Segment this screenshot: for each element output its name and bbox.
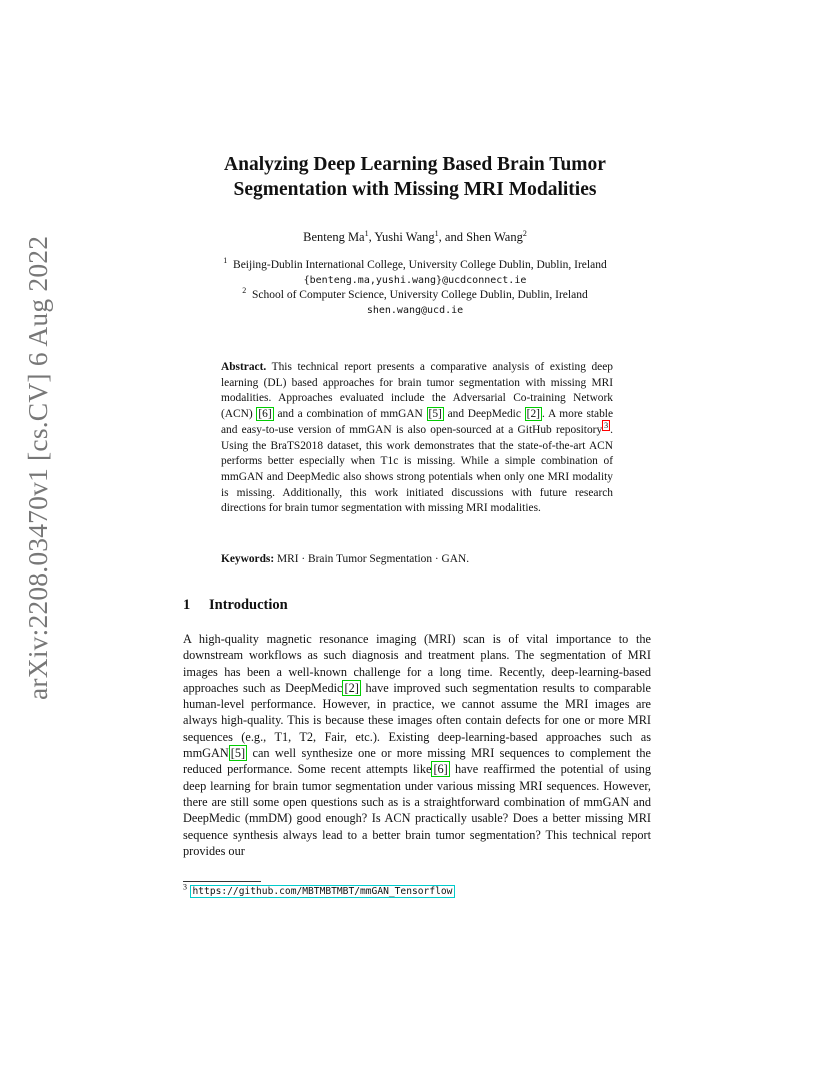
author-affiliation-mark: 1: [364, 228, 369, 238]
author-name: Yushi Wang: [374, 230, 435, 244]
footnote-number: 3: [183, 882, 187, 892]
citation-link[interactable]: [2]: [344, 680, 359, 695]
affiliation-email: {benteng.ma,yushi.wang}@ucdconnect.ie: [303, 275, 527, 286]
citation-link[interactable]: [6]: [258, 408, 272, 421]
author-name: Benteng Ma: [303, 230, 365, 244]
affiliation-2: [150, 288, 680, 303]
body-text: A high-quality magnetic resonance imaging (MRI) scan is of vital importance to the downstream workflows as such diagnosis and treatment plans. The segmentation of MRI images has been a well-known challenge for a long time. Recently, deep-learning-based approaches such as DeepMedic: [183, 632, 651, 695]
section-title: Introduction: [209, 597, 288, 613]
citation-link[interactable]: [5]: [230, 746, 246, 761]
affiliation-text: Beijing-Dublin International College, University College Dublin, Dublin, Ireland: [233, 259, 607, 271]
keywords-text: MRI · Brain Tumor Segmentation · GAN.: [274, 553, 470, 565]
citation-link[interactable]: [5]: [428, 408, 442, 421]
body-text: can well synthesize one or more missing MRI sequences to complement the reduced performance. Some recent attempts like: [183, 746, 651, 777]
citation-link[interactable]: [2]: [526, 408, 540, 421]
abstract-text: and DeepMedic: [443, 408, 525, 421]
footnote-link[interactable]: 3: [604, 421, 609, 431]
author-affiliation-mark: 1: [434, 228, 439, 238]
introduction-paragraph: [183, 631, 651, 859]
section-heading-introduction: [183, 597, 288, 614]
abstract-text: This technical report presents a comparative analysis of existing deep learning (DL) based approaches for brain tumor segmentation with missing MRI modalities. Approaches evaluated include the Adversarial Co-training Network (ACN): [221, 361, 613, 421]
arxiv-id-text: arXiv:2208.03470v1 [cs.CV] 6 Aug 2022: [22, 235, 53, 700]
affiliations: [150, 258, 680, 318]
body-text: have reaffirmed the potential of using deep learning for brain tumor segmentation under various missing MRI sequences. However, there are still some open questions such as is a straightforward combination of mmGAN and DeepMedic (mmDM) good enough? Is ACN practically usable? Does a better missing MRI sequence synthesis always lead to a better brain tumor segmentation? This technical report provides our: [183, 762, 651, 858]
section-number: 1: [183, 597, 191, 613]
abstract-text: and a combination of mmGAN: [273, 408, 427, 421]
footnote: [183, 882, 455, 897]
keywords-label: Keywords:: [221, 553, 275, 565]
body-text: have improved such segmentation results to comparable human-level performance. However, in practice, we cannot assume the MRI images are always high-quality. This is because these images often contain defects for one or more MRI sequences (e.g., T1, T2, Fair, etc.). Existing deep-learning-based approaches such as mmGAN: [183, 680, 651, 761]
affiliation-number: 1: [223, 256, 228, 266]
affiliation-text: School of Computer Science, University College Dublin, Dublin, Ireland: [252, 289, 588, 301]
abstract: [221, 360, 613, 517]
title-line-2: Segmentation with Missing MRI Modalities: [233, 179, 597, 200]
author-name: Shen Wang: [466, 230, 523, 244]
footnote-divider: [183, 881, 261, 882]
citation-link[interactable]: [6]: [433, 762, 448, 777]
paper-title: [150, 152, 680, 202]
author-affiliation-mark: 2: [522, 228, 527, 238]
footnote-url-link[interactable]: https://github.com/MBTMBTMBT/mmGAN_Tensorflow: [190, 885, 456, 898]
author-list: [150, 230, 680, 245]
affiliation-email: shen.wang@ucd.ie: [366, 305, 464, 316]
affiliation-1: [150, 258, 680, 273]
author-separator: ,: [368, 230, 375, 244]
author-separator: , and: [438, 230, 467, 244]
affiliation-number: 2: [242, 286, 247, 296]
keywords: [221, 553, 613, 565]
abstract-text: . Using the BraTS2018 dataset, this work demonstrates that the state-of-the-art ACN performs better especially when T1c is missing. While a simple combination of mmGAN and DeepMedic also shows strong potentials when only one MRI modality is missing. Additionally, this work initiated discussions with future research directions for brain tumor segmentation with missing MRI modalities.: [221, 423, 613, 515]
title-line-1: Analyzing Deep Learning Based Brain Tumor: [224, 154, 606, 175]
abstract-label: Abstract.: [221, 361, 267, 373]
abstract-text: . A more stable and easy-to-use version of mmGAN is also open-sourced at a GitHub repository: [221, 408, 614, 436]
